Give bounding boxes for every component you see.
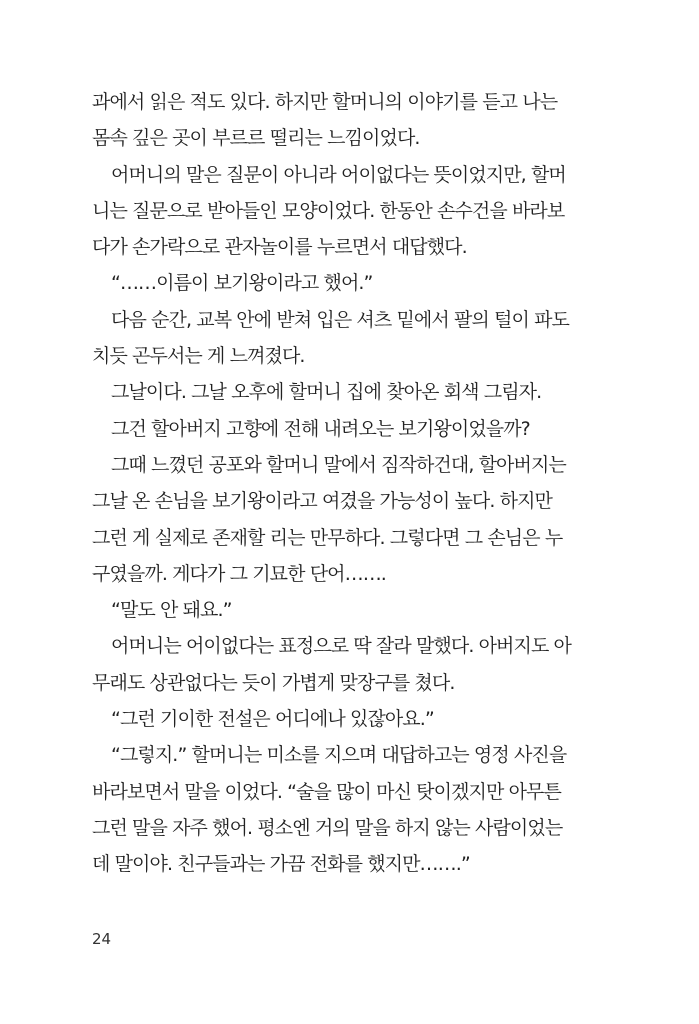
text-line: 과에서 읽은 적도 있다. 하지만 할머니의 이야기를 듣고 나는 xyxy=(92,91,558,113)
text-line: “말도 안 돼요.” xyxy=(111,599,232,622)
text-line: 다가 손가락으로 관자놀이를 누르면서 대답했다. xyxy=(92,236,467,259)
text-line: 니는 질문으로 받아들인 모양이었다. 한동안 손수건을 바라보 xyxy=(92,199,565,222)
text-line: 그런 말을 자주 했어. 평소엔 거의 말을 하지 않는 사람이었는 xyxy=(92,816,563,839)
text-line: “그런 기이한 전설은 어디에나 있잖아요.” xyxy=(111,708,434,731)
text-line: 구였을까. 게다가 그 기묘한 단어……. xyxy=(92,562,386,585)
text-line: 그런 게 실제로 존재할 리는 만무하다. 그렇다면 그 손님은 누 xyxy=(92,526,563,549)
text-line: 그날 온 손님을 보기왕이라고 여겼을 가능성이 높다. 하지만 xyxy=(92,490,553,513)
body-text xyxy=(92,84,572,883)
text-line: 다음 순간, 교복 안에 받쳐 입은 셔츠 밑에서 팔의 털이 파도 xyxy=(111,308,569,331)
text-line: 그때 느꼈던 공포와 할머니 말에서 짐작하건대, 할아버지는 xyxy=(111,453,566,476)
page-number: 24 xyxy=(92,930,112,948)
text-line: 어머니는 어이없다는 표정으로 딱 잘라 말했다. 아버지도 아 xyxy=(111,635,572,658)
text-line: 어머니의 말은 질문이 아니라 어이없다는 뜻이었지만, 할머 xyxy=(111,163,566,186)
text-line: 데 말이야. 친구들과는 가끔 전화를 했지만…….” xyxy=(92,853,470,876)
text-line: 그건 할아버지 고향에 전해 내려오는 보기왕이었을까? xyxy=(111,417,530,440)
text-line: “그렇지.” 할머니는 미소를 지으며 대답하고는 영정 사진을 xyxy=(111,744,567,767)
text-line: 몸속 깊은 곳이 부르르 떨리는 느낌이었다. xyxy=(92,127,420,150)
text-line: 그날이다. 그날 오후에 할머니 집에 찾아온 회색 그림자. xyxy=(111,381,542,404)
text-line: 무래도 상관없다는 듯이 가볍게 맞장구를 쳤다. xyxy=(92,671,455,694)
text-line: “……이름이 보기왕이라고 했어.” xyxy=(111,272,373,295)
text-line: 치듯 곤두서는 게 느껴졌다. xyxy=(92,345,305,368)
text-line: 바라보면서 말을 이었다. “술을 많이 마신 탓이겠지만 아무튼 xyxy=(92,780,561,803)
